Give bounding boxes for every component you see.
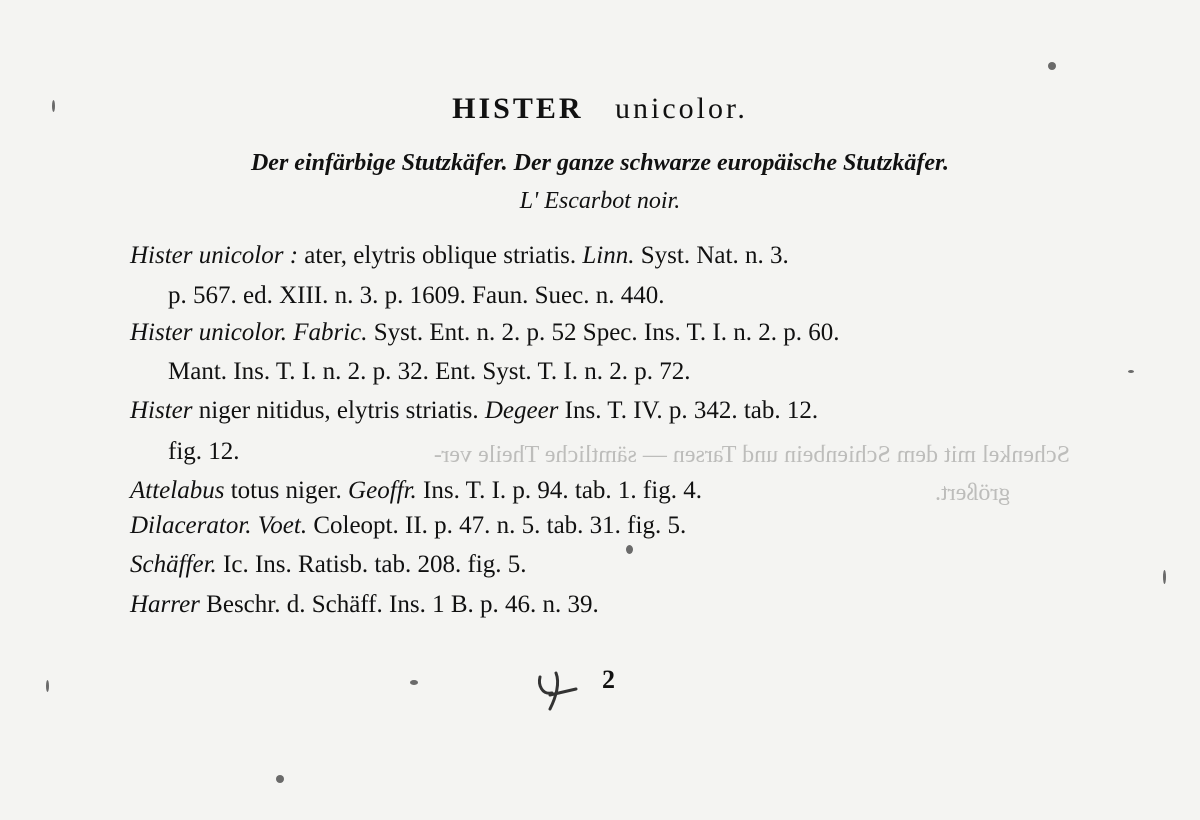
reference-lead: Harrer — [130, 591, 200, 618]
reference-text: ater, elytris oblique striatis. — [298, 242, 583, 269]
reference-author: Voet. — [257, 512, 308, 539]
page-title — [0, 92, 1200, 126]
reference-citation: Syst. Ent. n. 2. p. 52 Spec. Ins. T. I. n. 2. p. 60. — [367, 319, 840, 346]
reference-line-2: p. 567. ed. XIII. n. 3. p. 1609. Faun. Suec. n. 440. — [168, 282, 665, 309]
reference-author: Degeer — [484, 397, 559, 424]
reference-text: Beschr. d. Schäff. Ins. 1 B. p. 46. n. 39. — [199, 591, 599, 618]
reference-text: totus niger. — [224, 477, 349, 504]
reference-text: niger nitidus, elytris striatis. — [192, 397, 485, 424]
reference-line-6: fig. 12. — [168, 438, 240, 465]
page-number: 2 — [602, 665, 615, 694]
reference-lead: Dilacerator. — [130, 512, 252, 539]
bleed-through-line-1: Schenkel mit dem Schienbein und Tarsen — sämtliche Theile ver- — [433, 442, 1070, 468]
french-common-name: L' Escarbot noir. — [519, 188, 681, 214]
reference-citation: Ins. T. I. p. 94. tab. 1. fig. 4. — [416, 477, 702, 504]
reference-line-10 — [130, 590, 599, 620]
reference-text: Ic. Ins. Ratisb. tab. 208. fig. 5. — [216, 551, 527, 578]
reference-line-4: Mant. Ins. T. I. n. 2. p. 32. Ent. Syst. T. I. n. 2. p. 72. — [168, 358, 691, 385]
dust-speck — [1048, 62, 1056, 70]
reference-author: Geoffr. — [348, 477, 417, 504]
reference-citation: Syst. Nat. n. 3. — [634, 242, 789, 269]
reference-lead: Hister unicolor. — [130, 319, 287, 346]
dust-speck — [1128, 370, 1134, 373]
reference-line-1 — [130, 241, 789, 271]
dust-speck — [276, 775, 284, 783]
title-genus: HISTER — [452, 92, 584, 125]
reference-lead: Attelabus — [130, 477, 225, 504]
reference-line-7 — [130, 476, 702, 506]
reference-line-3 — [130, 318, 840, 348]
dust-speck — [52, 100, 55, 112]
reference-line-9 — [130, 550, 526, 580]
reference-lead: Hister unicolor : — [130, 242, 299, 269]
reference-citation: Ins. T. IV. p. 342. tab. 12. — [558, 397, 819, 424]
reference-lead: Hister — [130, 397, 193, 424]
german-common-names: Der einfärbige Stutzkäfer. Der ganze schwarze europäische Stutzkäfer. — [250, 150, 950, 176]
reference-author: Linn. — [582, 242, 635, 269]
handwritten-mark — [530, 665, 590, 715]
dust-speck — [46, 680, 49, 692]
reference-line-5 — [130, 396, 818, 426]
reference-lead: Schäffer. — [130, 551, 217, 578]
reference-citation: Coleopt. II. p. 47. n. 5. tab. 31. fig. 5. — [307, 512, 687, 539]
dust-speck — [410, 680, 418, 685]
title-species: unicolor. — [615, 92, 748, 125]
reference-author: Fabric. — [293, 319, 368, 346]
reference-line-8 — [130, 511, 686, 541]
dust-speck — [626, 545, 633, 554]
bleed-through-line-2: größert. — [935, 480, 1011, 506]
dust-speck — [1163, 570, 1166, 584]
